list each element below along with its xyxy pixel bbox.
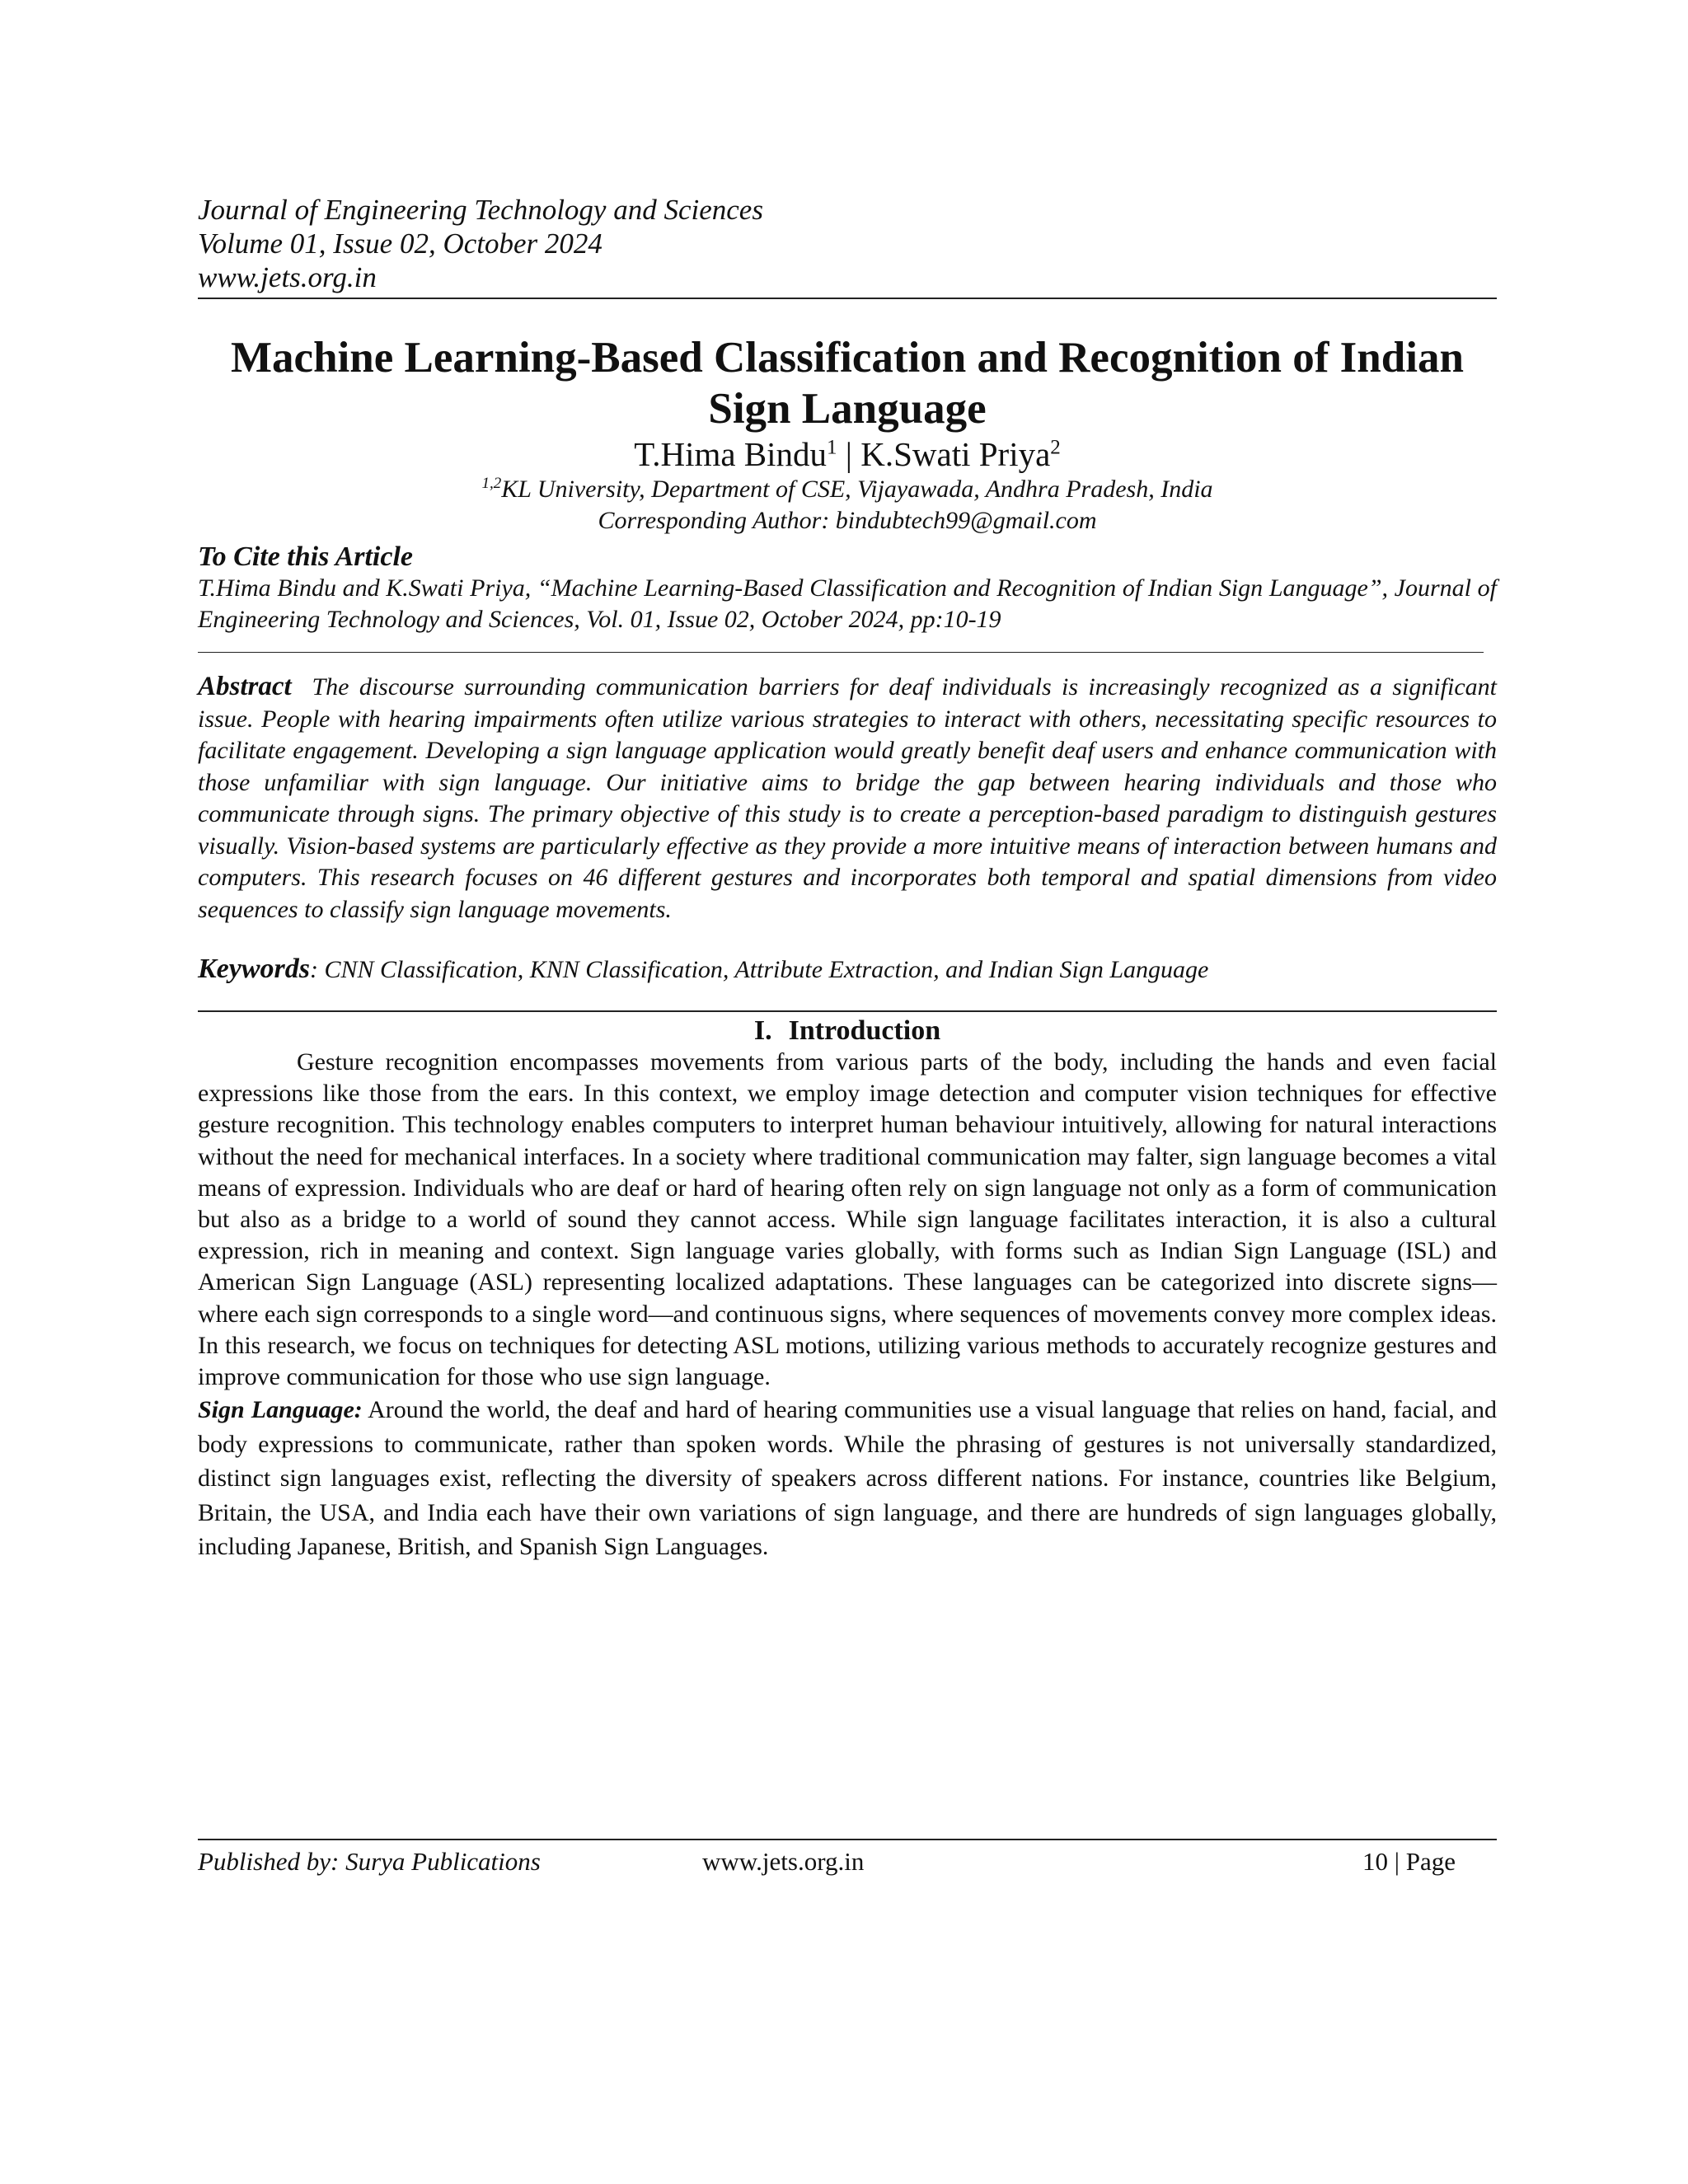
- author-line: [198, 434, 1497, 474]
- footer-page-number: 10 | Page: [1362, 1847, 1456, 1876]
- keywords-text: : CNN Classification, KNN Classification, Attribute Extraction, and Indian Sign Language: [310, 956, 1209, 983]
- section-number: I.: [753, 1015, 772, 1046]
- affiliation-text: KL University, Department of CSE, Vijayawada, Andhra Pradesh, India: [501, 476, 1213, 503]
- page-footer: [198, 1839, 1497, 1878]
- cite-heading: To Cite this Article: [198, 541, 414, 572]
- journal-header: [198, 193, 1497, 294]
- introduction-paragraph: Gesture recognition encompasses movements from various parts of the body, including the hands and even facial expressions like those from the ears. In this context, we employ image detection and computer vision techniques for effective gesture recognition. This technology enables computers to interpret human behaviour intuitively, allowing for natural interactions without the need for mechanical interfaces. In a society where traditional communication may falter, sign language becomes a vital means of expression. Individuals who are deaf or hard of hearing often rely on sign language not only as a form of communication but also as a bridge to a world of sound they cannot access. While sign language facilitates interaction, it is also a cultural expression, rich in meaning and context. Sign language varies globally, with forms such as Indian Sign Language (ISL) and American Sign Language (ASL) representing localized adaptations. These languages can be categorized into discrete signs—where each sign corresponds to a single word—and continuous signs, where sequences of movements convey more complex ideas. In this research, we focus on techniques for detecting ASL motions, utilizing various methods to accurately recognize gestures and improve communication for those who use sign language.: [198, 1048, 1497, 1391]
- keywords-divider: [198, 1010, 1497, 1012]
- corresponding-author: Corresponding Author: bindubtech99@gmail.com: [598, 507, 1097, 534]
- author-separator: |: [837, 435, 861, 473]
- author-2-superscript: 2: [1050, 436, 1061, 459]
- footer-website: www.jets.org.in: [702, 1847, 865, 1876]
- author-1-superscript: 1: [827, 436, 837, 459]
- footer-publisher: Published by: Surya Publications: [198, 1847, 541, 1876]
- affiliation: [198, 474, 1497, 537]
- journal-name: Journal of Engineering Technology and Sciences: [198, 194, 763, 226]
- author-2: K.Swati Priya: [860, 435, 1051, 473]
- citation-divider: [198, 652, 1484, 653]
- paper-page: [198, 193, 1497, 1564]
- section-title: Introduction: [788, 1015, 941, 1046]
- sign-language-label: Sign Language:: [198, 1396, 363, 1424]
- keywords: [198, 954, 1497, 986]
- sign-language-text: Around the world, the deaf and hard of hearing communities use a visual language that relies on hand, facial, and body expressions to communicate, rather than spoken words. While the phrasing of gestures is not universally standardized, distinct sign languages exist, reflecting the diversity of speakers across different nations. For instance, countries like Belgium, Britain, the USA, and India each have their own variations of sign language, and there are hundreds of sign languages globally, including Japanese, British, and Spanish Sign Languages.: [198, 1396, 1497, 1561]
- journal-website: www.jets.org.in: [198, 261, 377, 293]
- abstract-label: Abstract: [198, 672, 292, 701]
- section-heading: [198, 1015, 1497, 1047]
- keywords-label: Keywords: [198, 954, 310, 984]
- sign-language-paragraph: [198, 1393, 1497, 1564]
- header-divider: [198, 298, 1497, 299]
- abstract-text: The discourse surrounding communication barriers for deaf individuals is increasingly recognized as a significant issue. People with hearing impairments often utilize various strategies to interact with others, necessitating specific resources to facilitate engagement. Developing a sign language application would greatly benefit deaf users and enhance communication with those unfamiliar with sign language. Our initiative aims to bridge the gap between hearing individuals and those who communicate through signs. The primary objective of this study is to create a perception-based paradigm to distinguish gestures visually. Vision-based systems are particularly effective as they provide a more intuitive means of interaction between humans and computers. This research focuses on 46 different gestures and incorporates both temporal and spatial dimensions from video sequences to classify sign language movements.: [198, 673, 1497, 923]
- affiliation-superscript: 1,2: [481, 475, 502, 492]
- journal-volume: Volume 01, Issue 02, October 2024: [198, 227, 603, 260]
- footer-divider: [198, 1839, 1497, 1840]
- paper-title: Machine Learning-Based Classification and Recognition of Indian Sign Language: [231, 334, 1464, 433]
- abstract: [198, 671, 1497, 926]
- citation-text: T.Hima Bindu and K.Swati Priya, “Machine Learning-Based Classification and Recognition of Indian Sign Language”, Journal of Engineering Technology and Sciences, Vol. 01, Issue 02, October 2024, pp:10-19: [198, 574, 1497, 633]
- author-1: T.Hima Bindu: [634, 435, 828, 473]
